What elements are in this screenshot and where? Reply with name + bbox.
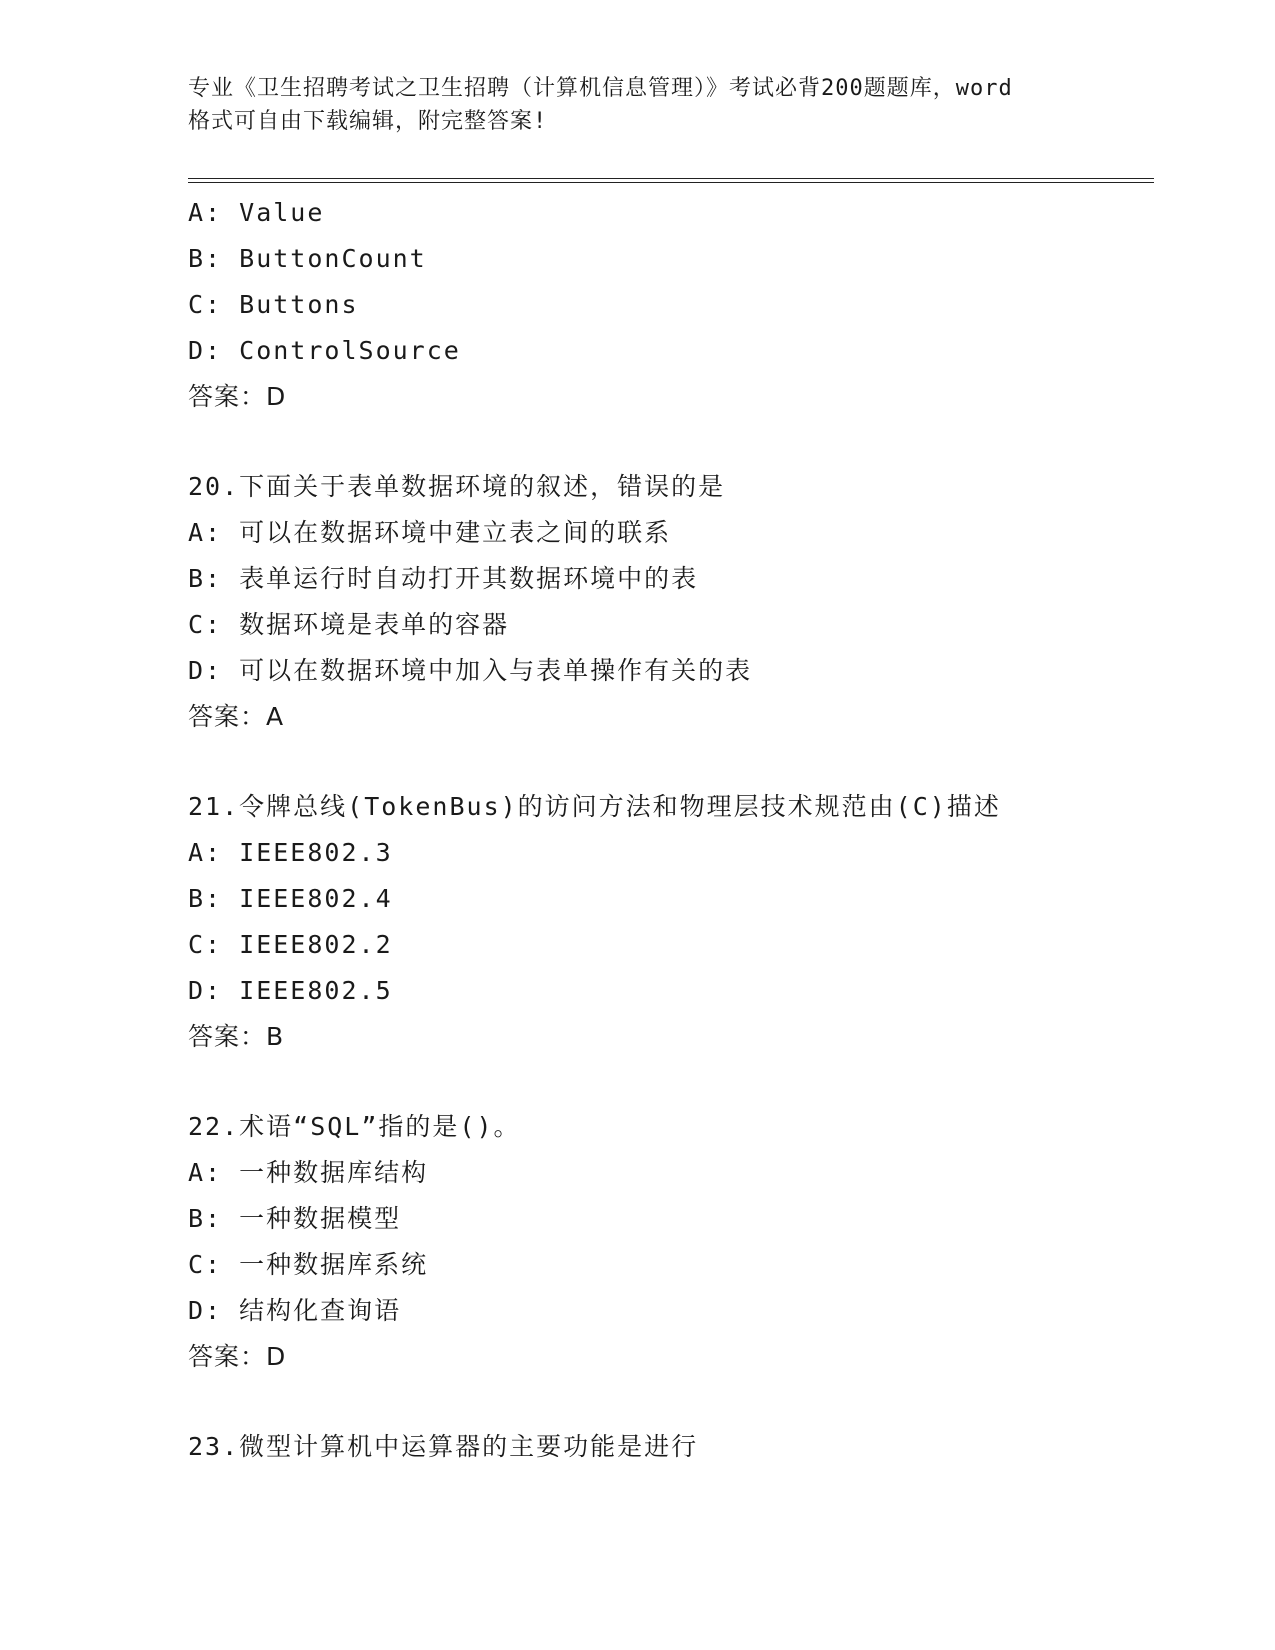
- spacer: [188, 1060, 1148, 1104]
- question-block-22: [188, 1104, 1148, 1380]
- answer-label: 答案：D: [188, 382, 287, 411]
- question-block-21: [188, 784, 1148, 1060]
- option-b: B: ButtonCount: [188, 244, 427, 273]
- question-text: 20.下面关于表单数据环境的叙述，错误的是: [188, 472, 726, 501]
- question-text: 22.术语“SQL”指的是()。: [188, 1112, 521, 1141]
- option-c: C: 一种数据库系统: [188, 1250, 429, 1279]
- option-c: C: 数据环境是表单的容器: [188, 610, 510, 639]
- answer-label: 答案：B: [188, 1022, 285, 1051]
- document-header: [188, 72, 1088, 138]
- header-divider: [188, 178, 1154, 183]
- question-text: 21.令牌总线(TokenBus)的访问方法和物理层技术规范由(C)描述: [188, 792, 1001, 821]
- spacer: [188, 1380, 1148, 1424]
- header-line-1: 专业《卫生招聘考试之卫生招聘（计算机信息管理）》考试必背200题题库，word: [188, 76, 1013, 101]
- spacer: [188, 740, 1148, 784]
- option-c: C: IEEE802.2: [188, 930, 393, 959]
- option-b: B: 一种数据模型: [188, 1204, 402, 1233]
- option-b: B: IEEE802.4: [188, 884, 393, 913]
- option-d: D: IEEE802.5: [188, 976, 393, 1005]
- answer-label: 答案：A: [188, 702, 285, 731]
- option-c: C: Buttons: [188, 290, 359, 319]
- option-d: D: 可以在数据环境中加入与表单操作有关的表: [188, 656, 753, 685]
- option-a: A: 可以在数据环境中建立表之间的联系: [188, 518, 672, 547]
- question-list: [188, 190, 1148, 1470]
- spacer: [188, 420, 1148, 464]
- header-line-2: 格式可自由下载编辑，附完整答案!: [188, 109, 548, 134]
- question-block-20: [188, 464, 1148, 740]
- question-text: 23.微型计算机中运算器的主要功能是进行: [188, 1432, 699, 1461]
- option-a: A: Value: [188, 198, 325, 227]
- option-d: D: 结构化查询语: [188, 1296, 402, 1325]
- option-b: B: 表单运行时自动打开其数据环境中的表: [188, 564, 699, 593]
- option-d: D: ControlSource: [188, 336, 461, 365]
- option-a: A: 一种数据库结构: [188, 1158, 429, 1187]
- question-block-19: [188, 190, 1148, 420]
- answer-label: 答案：D: [188, 1342, 287, 1371]
- question-block-23: [188, 1424, 1148, 1470]
- option-a: A: IEEE802.3: [188, 838, 393, 867]
